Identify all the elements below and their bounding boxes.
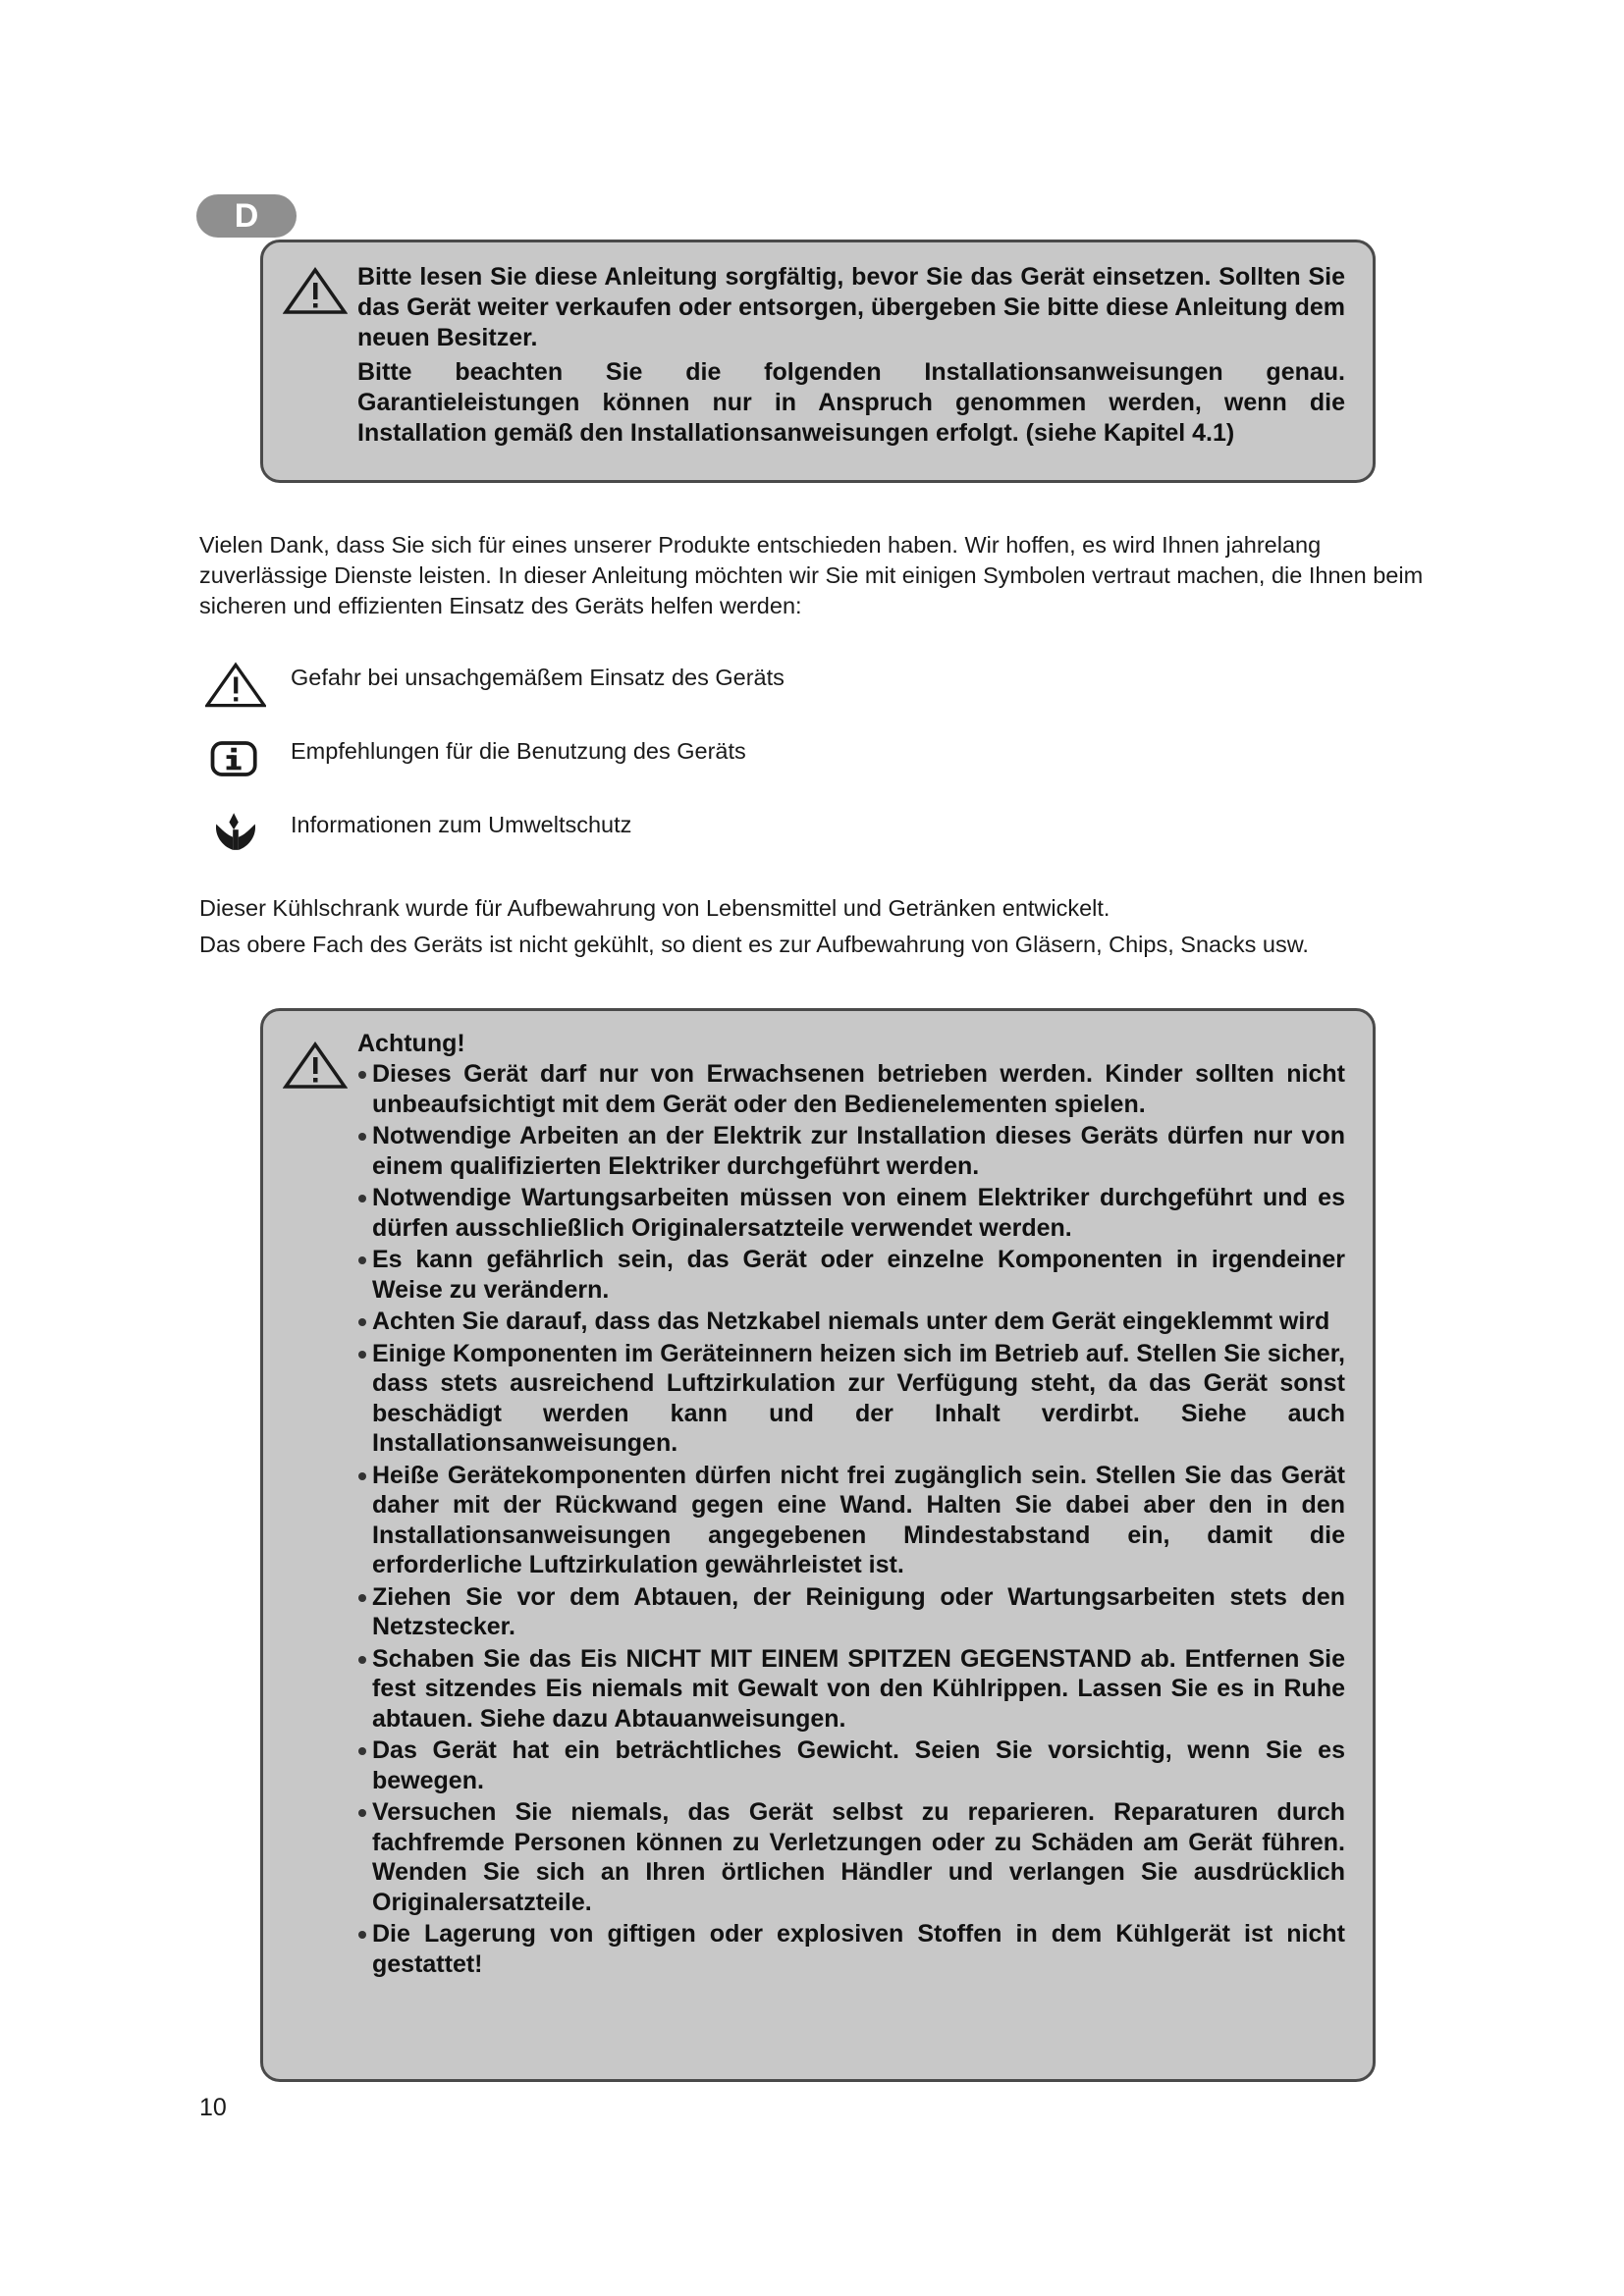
usage-note: Das obere Fach des Geräts ist nicht gekühlt, so dient es zur Aufbewahrung von Gläsern, Chips, Snacks usw. (199, 932, 1309, 957)
safety-warning-box (260, 1008, 1376, 2082)
warning-triangle-icon (283, 1041, 348, 1090)
usage-note: Dieser Kühlschrank wurde für Aufbewahrung von Lebensmittel und Getränken entwickelt. (199, 895, 1110, 921)
safety-bullet: Notwendige Wartungsarbeiten müssen von einem Elektriker durchgeführt und es dürfen ausschließlich Originalersatzteile verwendet werden. (357, 1183, 1345, 1243)
safety-bullet: Es kann gefährlich sein, das Gerät oder einzelne Komponenten in irgendeiner Weise zu verändern. (357, 1245, 1345, 1305)
safety-bullet: Einige Komponenten im Geräteinnern heizen sich im Betrieb auf. Stellen Sie sicher, dass stets ausreichend Luftzirkulation zur Verfügung steht, da das Gerät sonst beschädigt werden kann und der Inhalt verdirbt. Siehe auch Installationsanweisungen. (357, 1339, 1345, 1459)
warning-triangle-icon (283, 266, 348, 315)
symbol-label: Gefahr bei unsachgemäßem Einsatz des Geräts (291, 665, 785, 690)
intro-paragraph: Vielen Dank, dass Sie sich für eines unserer Produkte entschieden haben. Wir hoffen, es wird Ihnen jahrelang zuverlässige Dienste leisten. In dieser Anleitung möchten wir Sie mit einigen Symbolen vertraut machen, die Ihnen beim sicheren und effizienten Einsatz des Geräts helfen werden: (199, 532, 1424, 618)
safety-bullet: Das Gerät hat ein beträchtliches Gewicht. Seien Sie vorsichtig, wenn Sie es bewegen. (357, 1735, 1345, 1795)
installation-warning-text (357, 262, 1345, 453)
page-number: 10 (199, 2094, 227, 2121)
installation-warning-box (260, 240, 1376, 483)
info-icon (205, 734, 266, 783)
safety-bullet-list (357, 1059, 1345, 1979)
symbol-label: Empfehlungen für die Benutzung des Geräts (291, 738, 746, 764)
safety-bullet: Achten Sie darauf, dass das Netzkabel niemals unter dem Gerät eingeklemmt wird (357, 1307, 1345, 1337)
environment-flower-icon (205, 808, 266, 857)
warning-paragraph: Bitte beachten Sie die folgenden Installationsanweisungen genau. Garantieleistungen können nur in Anspruch genommen werden, wenn die Installation gemäß den Installationsanweisungen erfolgt. (siehe Kapitel 4.1) (357, 358, 1345, 447)
safety-bullet: Dieses Gerät darf nur von Erwachsenen betrieben werden. Kinder sollten nicht unbeaufsichtigt mit dem Gerät oder den Bedienelementen spielen. (357, 1059, 1345, 1119)
warning-paragraph: Bitte lesen Sie diese Anleitung sorgfältig, bevor Sie das Gerät einsetzen. Sollten Sie das Gerät weiter verkaufen oder entsorgen, übergeben Sie bitte diese Anleitung dem neuen Besitzer. (357, 263, 1345, 351)
safety-warning-text (357, 1029, 1345, 1981)
safety-bullet: Schaben Sie das Eis NICHT MIT EINEM SPITZEN GEGENSTAND ab. Entfernen Sie fest sitzendes Eis niemals mit Gewalt von den Kühlrippen. Lassen Sie es in Ruhe abtauen. Siehe dazu Abtauanweisungen. (357, 1644, 1345, 1735)
safety-bullet: Ziehen Sie vor dem Abtauen, der Reinigung oder Wartungsarbeiten stets den Netzstecker. (357, 1582, 1345, 1642)
symbol-label: Informationen zum Umweltschutz (291, 812, 632, 837)
safety-bullet: Heiße Gerätekomponenten dürfen nicht frei zugänglich sein. Stellen Sie das Gerät daher mit der Rückwand gegen eine Wand. Halten Sie dabei aber den in den Installationsanweisungen angegebenen Mindestabstand ein, damit die erforderliche Luftzirkulation gewährleistet ist. (357, 1461, 1345, 1580)
symbol-legend-info (199, 734, 1083, 783)
warning-triangle-icon (205, 661, 266, 710)
safety-bullet: Notwendige Arbeiten an der Elektrik zur Installation dieses Geräts dürfen nur von einem qualifizierten Elektriker durchgeführt werden. (357, 1121, 1345, 1181)
warning-heading: Achtung! (357, 1030, 465, 1057)
safety-bullet: Versuchen Sie niemals, das Gerät selbst zu reparieren. Reparaturen durch fachfremde Personen können zu Verletzungen oder zu Schäden am Gerät führen. Wenden Sie sich an Ihren örtlichen Händler und verlangen Sie ausdrücklich Originalersatzteile. (357, 1797, 1345, 1917)
language-badge: D (196, 194, 297, 238)
safety-bullet: Die Lagerung von giftigen oder explosiven Stoffen in dem Kühlgerät ist nicht gestattet! (357, 1919, 1345, 1979)
symbol-legend-environment (199, 808, 1083, 857)
symbol-legend-danger (199, 661, 1083, 710)
